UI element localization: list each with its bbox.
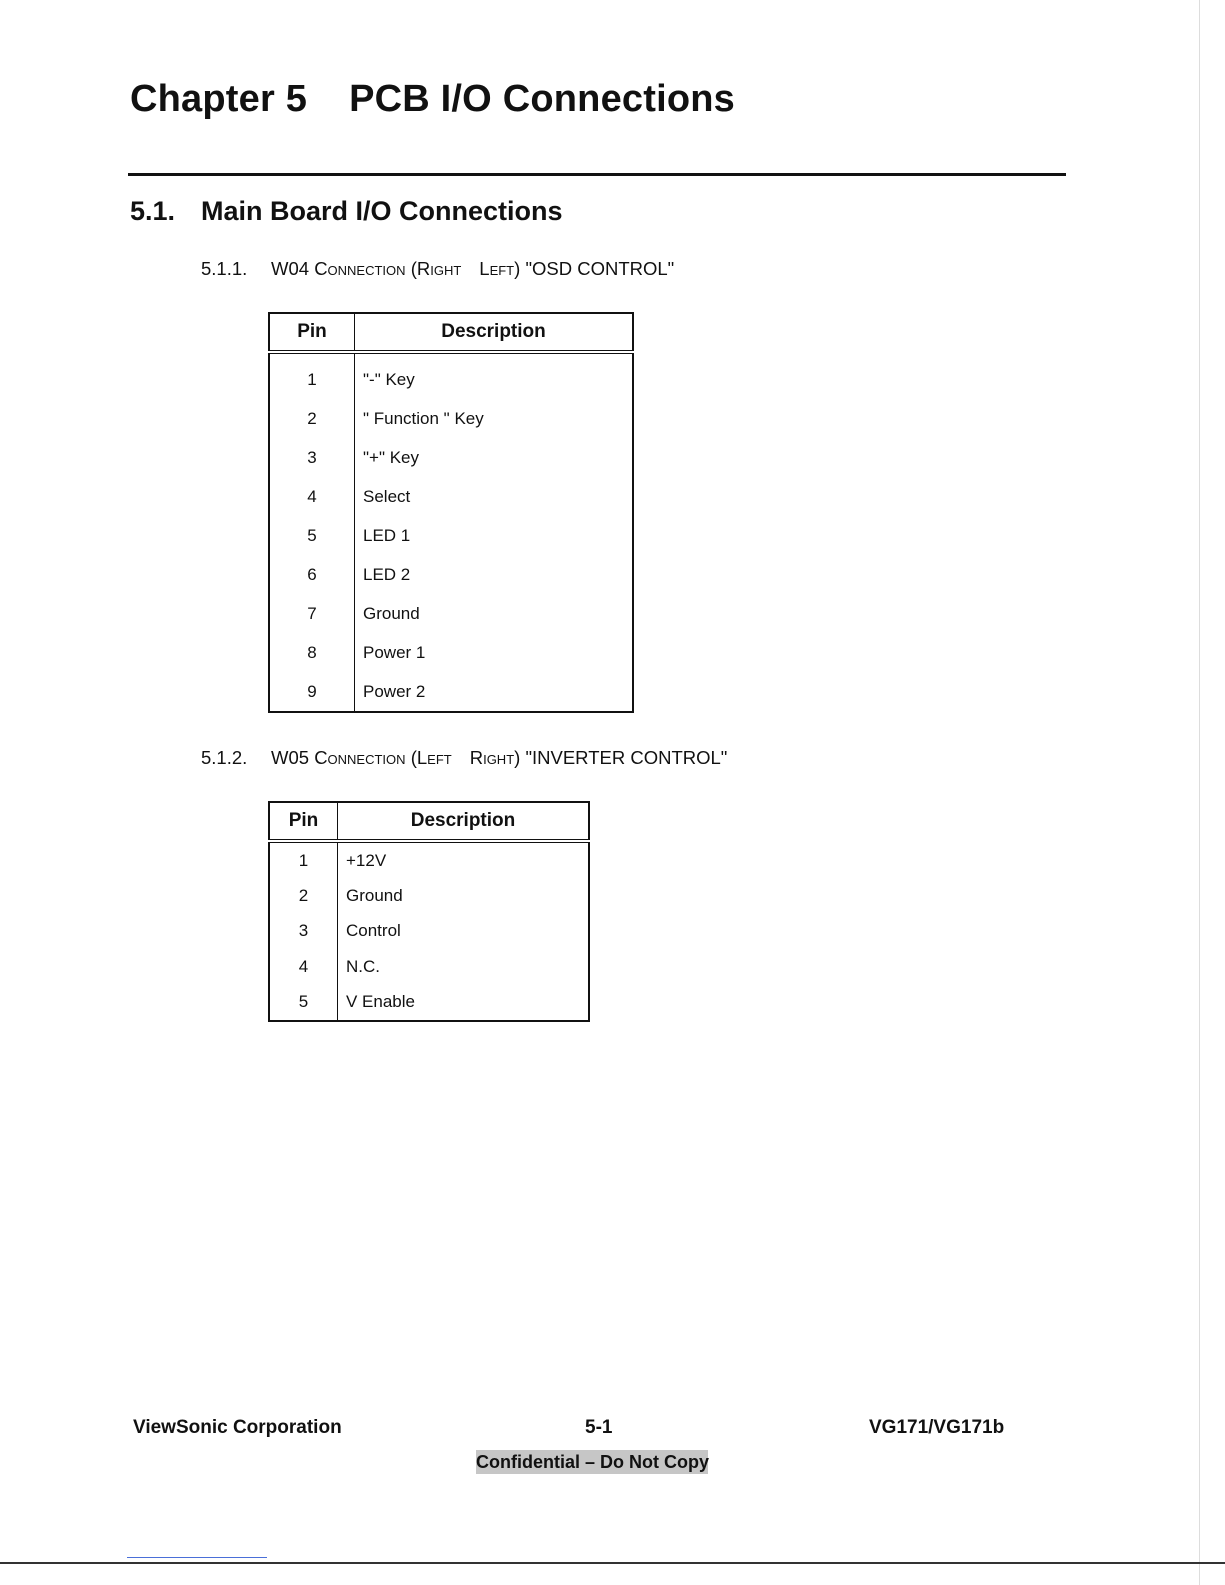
table-row — [269, 352, 633, 399]
pin-cell: 9 — [269, 672, 355, 712]
direction-to: Right) — [469, 747, 521, 768]
table-header-row — [269, 802, 589, 841]
table-row — [269, 914, 589, 949]
connector-id: W04 — [271, 258, 310, 279]
table-row — [269, 477, 633, 516]
w05-pin-table — [268, 801, 590, 1022]
pin-cell: 6 — [269, 555, 355, 594]
pin-cell: 8 — [269, 633, 355, 672]
confidential-notice: Confidential – Do Not Copy — [476, 1452, 709, 1472]
pin-cell: 3 — [269, 914, 338, 949]
direction-from: (Left — [410, 747, 452, 768]
chapter-name: PCB I/O Connections — [349, 78, 736, 120]
section-name: Main Board I/O Connections — [201, 196, 563, 226]
direction-from: (Right — [410, 258, 462, 279]
description-cell: LED 1 — [363, 525, 411, 545]
pin-cell: 2 — [269, 878, 338, 913]
scan-edge-bottom — [0, 1562, 1225, 1564]
pin-cell: 4 — [269, 477, 355, 516]
connector-label: "OSD CONTROL" — [525, 258, 675, 279]
table-row — [269, 438, 633, 477]
connection-word: Connection — [314, 258, 406, 279]
pin-cell: 7 — [269, 594, 355, 633]
table-row — [269, 516, 633, 555]
description-cell: "+" Key — [363, 447, 420, 467]
chapter-divider — [128, 173, 1066, 176]
description-cell: Ground — [346, 886, 403, 906]
pin-cell: 5 — [269, 985, 338, 1021]
pin-cell: 1 — [269, 352, 355, 399]
footer-page-number: 5-1 — [585, 1417, 613, 1438]
description-cell: Select — [363, 486, 411, 506]
chapter-number: Chapter 5 — [130, 78, 308, 120]
table-row — [269, 949, 589, 984]
footer-company: ViewSonic Corporation — [133, 1417, 342, 1438]
connector-id: W05 — [271, 747, 310, 768]
description-cell: N.C. — [346, 956, 380, 976]
pin-cell: 3 — [269, 438, 355, 477]
pin-cell: 5 — [269, 516, 355, 555]
table-row — [269, 555, 633, 594]
subsection-heading-w05 — [201, 747, 727, 769]
connection-word: Connection — [314, 747, 406, 768]
pin-column-header: Pin — [269, 313, 355, 352]
section-number: 5.1. — [130, 196, 176, 226]
pin-cell: 2 — [269, 399, 355, 438]
description-cell: Power 2 — [363, 681, 426, 701]
description-cell: V Enable — [346, 992, 415, 1012]
table-row — [269, 633, 633, 672]
section-title — [130, 196, 563, 227]
description-cell: LED 2 — [363, 564, 411, 584]
table-row — [269, 985, 589, 1021]
pin-cell: 1 — [269, 841, 338, 878]
pin-column-header: Pin — [269, 802, 338, 841]
chapter-title — [130, 78, 735, 121]
pin-cell: 4 — [269, 949, 338, 984]
w04-pin-table — [268, 312, 634, 713]
table-row — [269, 594, 633, 633]
description-cell: Power 1 — [363, 642, 426, 662]
subsection-number: 5.1.1. — [201, 258, 248, 279]
table-row — [269, 878, 589, 913]
table-header-row — [269, 313, 633, 352]
table-row — [269, 672, 633, 712]
table-row — [269, 841, 589, 878]
scan-edge-right — [1199, 0, 1200, 1585]
description-cell: Control — [346, 921, 401, 941]
table-row — [269, 399, 633, 438]
description-cell: +12V — [346, 850, 387, 870]
direction-to: Left) — [479, 258, 521, 279]
bottom-link-line — [127, 1557, 267, 1558]
subsection-heading-w04 — [201, 258, 674, 280]
description-cell: Ground — [363, 603, 420, 623]
footer-model: VG171/VG171b — [869, 1417, 1005, 1438]
connector-label: "INVERTER CONTROL" — [525, 747, 728, 768]
description-column-header: Description — [338, 802, 590, 841]
description-cell: " Function " Key — [363, 408, 484, 428]
description-column-header: Description — [355, 313, 634, 352]
subsection-number: 5.1.2. — [201, 747, 248, 768]
description-cell: "-" Key — [363, 369, 415, 389]
